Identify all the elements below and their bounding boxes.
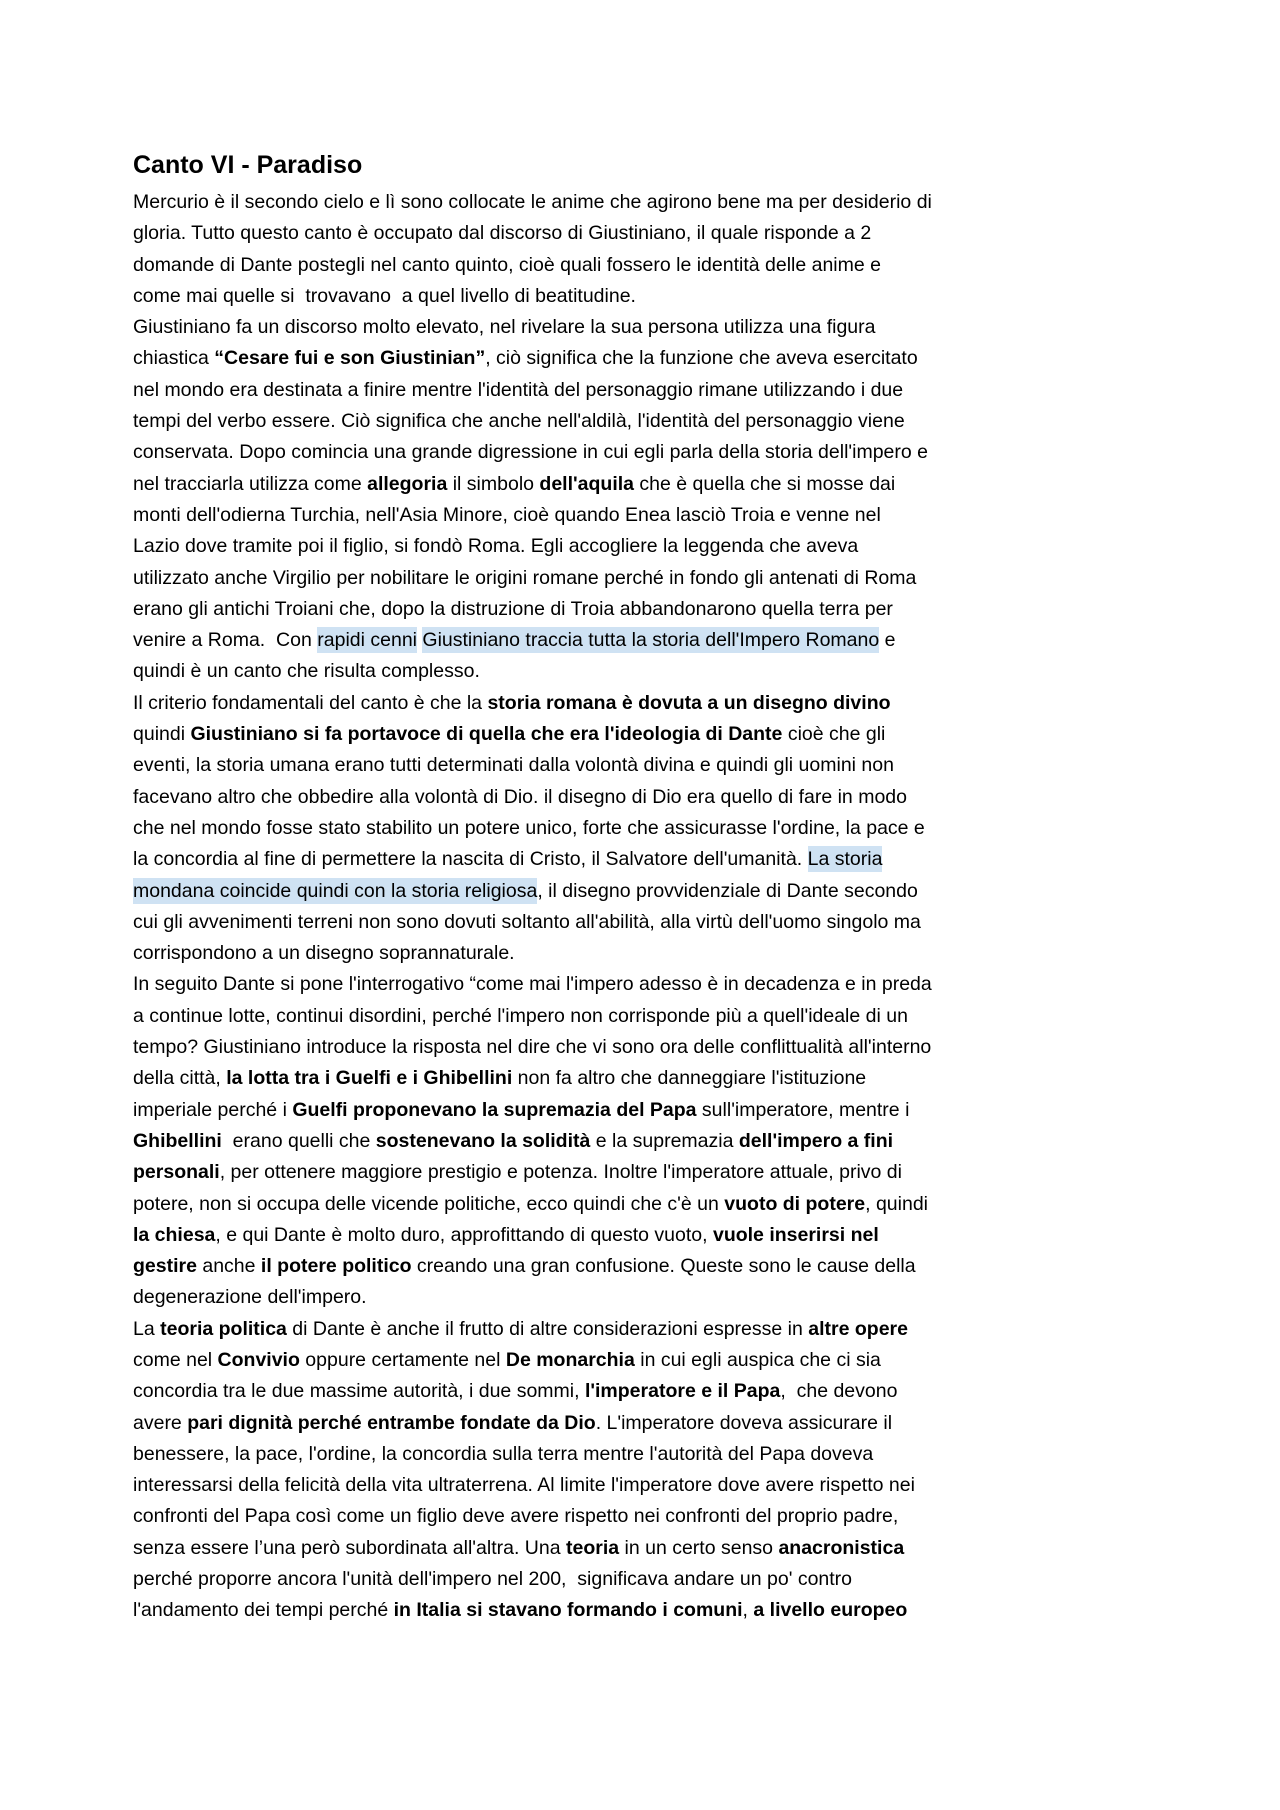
text-run: in un certo senso <box>619 1536 779 1559</box>
text-line <box>133 688 1033 719</box>
text-line <box>133 594 1033 625</box>
text-run: , e qui Dante è molto duro, approfittando di questo vuoto, <box>215 1223 713 1246</box>
text-run: , il disegno provvidenziale di Dante secondo <box>537 879 918 902</box>
text-line <box>133 1251 1033 1282</box>
bold-text-run: dell'aquila <box>539 472 634 495</box>
bold-text-run: vuoto di potere <box>724 1192 866 1215</box>
text-run: erano gli antichi Troiani che, dopo la distruzione di Troia abbandonarono quella terra per <box>133 597 893 620</box>
bold-text-run: la lotta tra i Guelfi e i Ghibellini <box>226 1067 513 1090</box>
text-line <box>133 1408 1033 1439</box>
text-run: l'andamento dei tempi perché <box>133 1599 394 1622</box>
bold-text-run: in Italia si stavano formando i comuni <box>393 1599 743 1622</box>
text-run: e la supremazia <box>590 1129 739 1152</box>
text-line <box>133 719 1033 750</box>
text-run: non fa altro che danneggiare l'istituzione <box>512 1067 867 1090</box>
bold-text-run: il potere politico <box>260 1255 412 1278</box>
highlighted-text-run: La storia <box>807 848 883 871</box>
text-line <box>133 1439 1033 1470</box>
bold-text-run: teoria politica <box>160 1317 287 1340</box>
text-run: venire a Roma. Con <box>133 629 318 652</box>
text-run: potere, non si occupa delle vicende politiche, ecco quindi che c'è un <box>133 1192 725 1215</box>
text-run: confronti del Papa così come un figlio deve avere rispetto nei confronti del proprio padre, <box>133 1505 899 1528</box>
text-run: cui gli avvenimenti terreni non sono dovuti soltanto all'abilità, alla virtù dell'uomo singolo ma <box>133 910 921 933</box>
text-line <box>133 406 1033 437</box>
text-run: senza essere l’una però subordinata all'altra. Una <box>133 1536 566 1559</box>
text-run: sull'imperatore, mentre i <box>696 1098 910 1121</box>
bold-text-run: pari dignità perché entrambe fondate da Dio <box>187 1411 596 1434</box>
text-run: interessarsi della felicità della vita ultraterrena. Al limite l'imperatore dove avere rispetto nei <box>133 1474 915 1497</box>
text-line <box>133 656 1033 687</box>
text-run: La <box>133 1317 161 1340</box>
bold-text-run: la chiesa <box>133 1223 216 1246</box>
text-line <box>133 969 1033 1000</box>
text-line <box>133 1282 1033 1313</box>
text-line <box>133 437 1033 468</box>
bold-text-run: “Cesare fui e son Giustinian” <box>214 347 486 370</box>
text-run: facevano altro che obbedire alla volontà di Dio. il disegno di Dio era quello di fare in modo <box>133 785 907 808</box>
text-run: , che devono <box>780 1380 898 1403</box>
text-line <box>133 563 1033 594</box>
text-run: come nel <box>133 1348 218 1371</box>
text-run: della città, <box>133 1067 227 1090</box>
text-line <box>133 343 1033 374</box>
text-run: tempo? Giustiniano introduce la risposta nel dire che vi sono ora delle conflittualità all'interno <box>133 1036 932 1059</box>
text-run: come mai quelle si trovavano a quel livello di beatitudine. <box>133 284 636 307</box>
bold-text-run: dell'impero a fini <box>738 1129 894 1152</box>
text-run: nel mondo era destinata a finire mentre l'identità del personaggio rimane utilizzando i due <box>133 378 904 401</box>
text-line <box>133 1189 1033 1220</box>
text-line <box>133 1220 1033 1251</box>
bold-text-run: anacronistica <box>778 1536 905 1559</box>
text-line <box>133 1345 1033 1376</box>
text-run: quindi <box>133 723 191 746</box>
text-line <box>133 844 1033 875</box>
document-content <box>133 150 1033 1627</box>
text-line <box>133 187 1033 218</box>
text-line <box>133 375 1033 406</box>
text-run: cioè che gli <box>782 723 886 746</box>
text-line <box>133 1095 1033 1126</box>
text-line <box>133 1001 1033 1032</box>
text-line <box>133 250 1033 281</box>
text-run: monti dell'odierna Turchia, nell'Asia Minore, cioè quando Enea lasciò Troia e venne nel <box>133 503 881 526</box>
document-body <box>133 187 1033 1627</box>
page-title: Canto VI - Paradiso <box>133 151 363 179</box>
text-run: nel tracciarla utilizza come <box>133 472 368 495</box>
bold-text-run: altre opere <box>808 1317 908 1340</box>
text-run: perché proporre ancora l'unità dell'impero nel 200, significava andare un po' contro <box>133 1568 853 1591</box>
bold-text-run: a livello europeo <box>753 1599 908 1622</box>
text-run: e <box>879 629 896 652</box>
text-run: eventi, la storia umana erano tutti determinati dalla volontà divina e quindi gli uomini non <box>133 754 894 777</box>
text-run: creando una gran confusione. Queste sono le cause della <box>411 1255 916 1278</box>
text-run: la concordia al fine di permettere la nascita di Cristo, il Salvatore dell'umanità. <box>133 848 808 871</box>
text-line <box>133 1501 1033 1532</box>
text-line <box>133 907 1033 938</box>
text-run: erano quelli che <box>221 1129 376 1152</box>
text-run: anche <box>196 1255 261 1278</box>
text-run: imperiale perché i <box>133 1098 293 1121</box>
bold-text-run: De monarchia <box>505 1348 635 1371</box>
bold-text-run: personali <box>133 1161 220 1184</box>
text-run: di Dante è anche il frutto di altre considerazioni espresse in <box>286 1317 809 1340</box>
text-run: avere <box>133 1411 188 1434</box>
text-run: che nel mondo fosse stato stabilito un potere unico, forte che assicurasse l'ordine, la pace e <box>133 816 925 839</box>
text-run: . L'imperatore doveva assicurare il <box>595 1411 893 1434</box>
bold-text-run: Guelfi proponevano la supremazia del Papa <box>292 1098 697 1121</box>
bold-text-run: l'imperatore e il Papa <box>584 1380 781 1403</box>
text-run: chiastica <box>133 347 215 370</box>
text-line <box>133 531 1033 562</box>
bold-text-run: Giustiniano si fa portavoce di quella che era l'ideologia di Dante <box>190 723 783 746</box>
text-line <box>133 218 1033 249</box>
text-run: Mercurio è il secondo cielo e lì sono collocate le anime che agirono bene ma per desiderio di <box>133 191 932 213</box>
text-run: utilizzato anche Virgilio per nobilitare le origini romane perché in fondo gli antenati di Roma <box>133 566 917 589</box>
highlighted-text-run: Giustiniano traccia tutta la storia dell'Impero Romano <box>422 629 880 652</box>
text-line <box>133 782 1033 813</box>
text-run: a continue lotte, continui disordini, perché l'impero non corrisponde più a quell'ideale di un <box>133 1004 908 1027</box>
text-line <box>133 312 1033 343</box>
bold-text-run: allegoria <box>367 472 448 495</box>
text-run: concordia tra le due massime autorità, i due sommi, <box>133 1380 585 1403</box>
text-line <box>133 938 1033 969</box>
text-run: in cui egli auspica che ci sia <box>634 1348 881 1371</box>
text-line <box>133 1157 1033 1188</box>
text-run: domande di Dante postegli nel canto quinto, cioè quali fossero le identità delle anime e <box>133 253 881 276</box>
text-run: , ciò significa che la funzione che aveva esercitato <box>485 347 918 370</box>
text-run: quindi è un canto che risulta complesso. <box>133 660 480 683</box>
bold-text-run: gestire <box>133 1255 197 1278</box>
text-run: Il criterio fondamentali del canto è che la <box>133 691 488 714</box>
text-line <box>133 1376 1033 1407</box>
bold-text-run: Ghibellini <box>133 1129 222 1152</box>
text-line <box>133 500 1033 531</box>
text-line <box>133 1032 1033 1063</box>
text-run: corrispondono a un disegno soprannaturale. <box>133 942 515 965</box>
text-run: , per ottenere maggiore prestigio e potenza. Inoltre l'imperatore attuale, privo di <box>219 1161 902 1184</box>
text-line <box>133 1533 1033 1564</box>
text-line <box>133 625 1033 656</box>
text-line <box>133 876 1033 907</box>
text-run: degenerazione dell'impero. <box>133 1286 367 1309</box>
text-line <box>133 1470 1033 1501</box>
text-run: che è quella che si mosse dai <box>634 472 896 495</box>
text-run: Lazio dove tramite poi il figlio, si fondò Roma. Egli accogliere la leggenda che aveva <box>133 535 859 558</box>
highlighted-text-run: rapidi cenni <box>317 629 417 652</box>
highlighted-text-run: mondana coincide quindi con la storia religiosa <box>133 879 538 902</box>
text-run: , quindi <box>865 1192 929 1215</box>
text-line <box>133 1126 1033 1157</box>
bold-text-run: Convivio <box>217 1348 300 1371</box>
text-line <box>133 750 1033 781</box>
text-run: tempi del verbo essere. Ciò significa che anche nell'aldilà, l'identità del personaggio viene <box>133 410 905 433</box>
bold-text-run: sostenevano la solidità <box>375 1129 591 1152</box>
bold-text-run: vuole inserirsi nel <box>712 1223 879 1246</box>
text-line <box>133 1595 1033 1626</box>
text-run: conservata. Dopo comincia una grande digressione in cui egli parla della storia dell'impero e <box>133 441 929 464</box>
bold-text-run: teoria <box>565 1536 620 1559</box>
text-line <box>133 1063 1033 1094</box>
text-run: benessere, la pace, l'ordine, la concordia sulla terra mentre l'autorità del Papa doveva <box>133 1442 874 1465</box>
text-run: oppure certamente nel <box>299 1348 506 1371</box>
text-line <box>133 469 1033 500</box>
text-run: In seguito Dante si pone l'interrogativo “come mai l'impero adesso è in decadenza e in preda <box>133 973 932 996</box>
text-run: , <box>742 1599 754 1622</box>
text-run: gloria. Tutto questo canto è occupato dal discorso di Giustiniano, il quale risponde a 2 <box>133 222 872 245</box>
text-run: il simbolo <box>447 472 540 495</box>
text-run: Giustiniano fa un discorso molto elevato, nel rivelare la sua persona utilizza una figura <box>133 316 876 339</box>
text-line <box>133 1564 1033 1595</box>
text-line <box>133 281 1033 312</box>
text-line <box>133 813 1033 844</box>
text-line <box>133 1314 1033 1345</box>
bold-text-run: storia romana è dovuta a un disegno divino <box>487 691 891 714</box>
